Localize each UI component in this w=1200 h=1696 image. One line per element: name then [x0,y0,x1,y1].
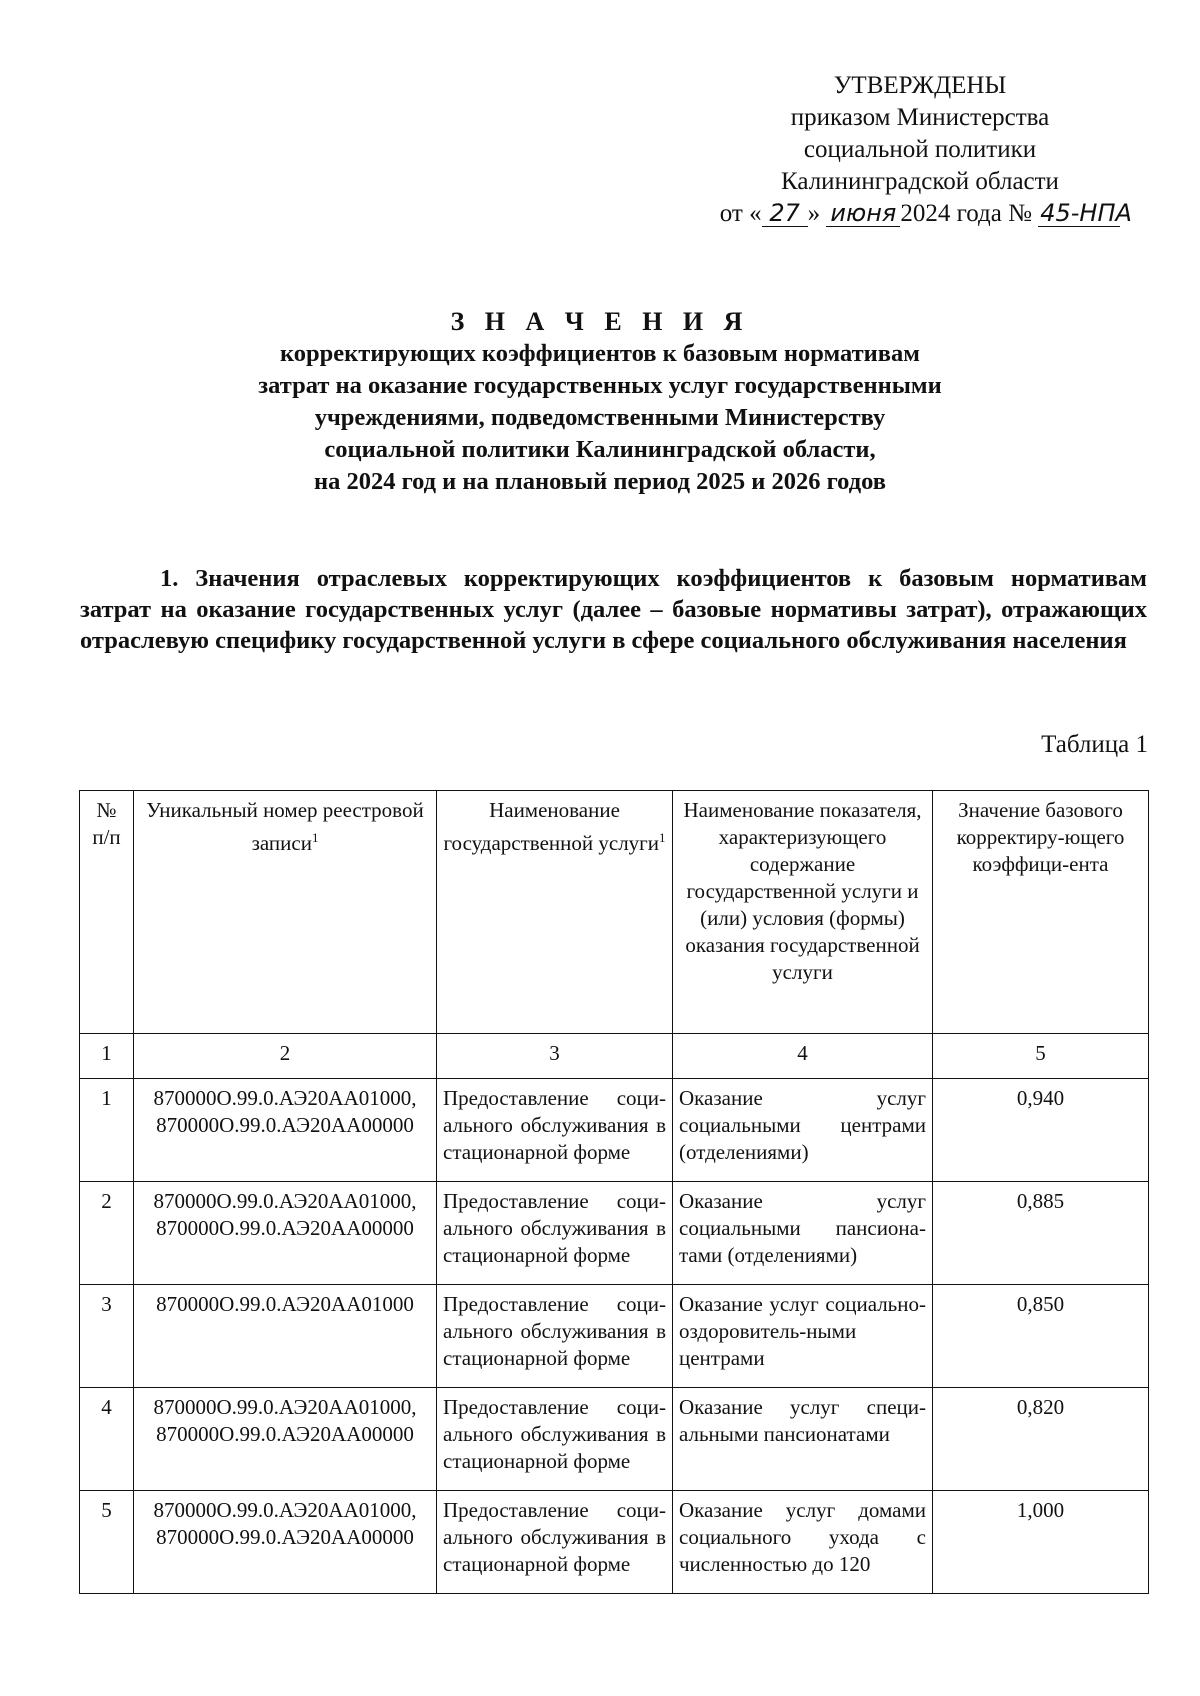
handwritten-day: 27 [762,200,808,227]
indicator-name: Оказание услуг социальными пансиона-тами (отделениями) [673,1182,933,1285]
header-registry-text: Уникальный номер реестровой записи [146,798,424,855]
indicator-name: Оказание услуг домами социального ухода с численностью до 120 [673,1491,933,1594]
approval-status: УТВЕРЖДЕНЫ [833,72,1007,99]
header-service [437,791,673,1034]
coefficient-value: 0,885 [933,1182,1149,1285]
approval-line-ministry: социальной политики [803,136,1037,163]
indicator-name: Оказание услуг социальными центрами (отделениями) [673,1079,933,1182]
registry-code: 870000О.99.0.АЭ20АА01000 [134,1285,437,1388]
registry-code: 870000О.99.0.АЭ20АА01000, 870000О.99.0.АЭ20АА00000 [134,1079,437,1182]
table-row [80,1182,1149,1285]
handwritten-order-number: 45-НПА [1040,199,1132,227]
handwritten-month: июня [826,200,900,227]
row-number: 4 [80,1388,134,1491]
indicator-name: Оказание услуг социально-оздоровитель-ными центрами [673,1285,933,1388]
table-row [80,1285,1149,1388]
approval-date-line [690,198,1150,230]
date-day-close: » [807,200,821,227]
registry-code: 870000О.99.0.АЭ20АА01000, 870000О.99.0.АЭ20АА00000 [134,1491,437,1594]
title-line-2: затрат на оказание государственных услуг государственными [258,372,942,399]
indicator-name: Оказание услуг специ-альными пансионатами [673,1388,933,1491]
row-number: 2 [80,1182,134,1285]
header-registry [134,791,437,1034]
header-indicator: Наименование показателя, характеризующего содержание государственной услуги и (или) условия (формы) оказания государственной услуги [673,791,933,1034]
coefficients-table [79,790,1149,1594]
approval-line-region: Калининградской области [781,168,1059,195]
coefficient-value: 0,820 [933,1388,1149,1491]
registry-code: 870000О.99.0.АЭ20АА01000, 870000О.99.0.АЭ20АА00000 [134,1388,437,1491]
date-prefix: от « [719,200,762,227]
title-line-4: социальной политики Калининградской области, [324,436,876,463]
column-number: 3 [437,1034,673,1079]
table-row [80,1491,1149,1594]
service-name: Предоставление соци-ального обслуживания в стационарной форме [437,1388,673,1491]
service-name: Предоставление соци-ального обслуживания в стационарной форме [437,1285,673,1388]
service-name: Предоставление соци-ального обслуживания в стационарной форме [437,1491,673,1594]
coefficient-value: 0,850 [933,1285,1149,1388]
row-number: 5 [80,1491,134,1594]
coefficient-value: 0,940 [933,1079,1149,1182]
column-number: 5 [933,1034,1149,1079]
title-line-1: корректирующих коэффициентов к базовым нормативам [280,340,920,367]
column-number: 4 [673,1034,933,1079]
section-1-heading: 1. Значения отраслевых корректирующих коэффициентов к базовым нормативам затрат на оказание государственных услуг (далее – базовые нормативы затрат), отражающих отраслевую специфику государственной услуги в сфере социального обслуживания населения [80,565,1147,654]
registry-code: 870000О.99.0.АЭ20АА01000, 870000О.99.0.АЭ20АА00000 [134,1182,437,1285]
header-value: Значение базового корректиру-ющего коэффици-ента [933,791,1149,1034]
header-registry-footnote: 1 [311,830,319,845]
title-heading: З Н А Ч Е Н И Я [450,307,750,336]
header-service-footnote: 1 [659,830,666,845]
approval-line-order: приказом Министерства [790,104,1050,131]
service-name: Предоставление соци-ального обслуживания в стационарной форме [437,1182,673,1285]
header-number: № п/п [80,791,134,1034]
approval-block [690,70,1150,230]
service-name: Предоставление соци-ального обслуживания в стационарной форме [437,1079,673,1182]
row-number: 3 [80,1285,134,1388]
column-number: 1 [80,1034,134,1079]
document-title [130,306,1070,498]
table-header-row [80,791,1149,1034]
title-line-5: на 2024 год и на плановый период 2025 и 2026 годов [313,468,886,495]
table-label: Таблица 1 [1041,731,1148,758]
header-service-text: Наименование государственной услуги [443,798,660,855]
date-year: 2024 года № [900,200,1032,227]
row-number: 1 [80,1079,134,1182]
coefficient-value: 1,000 [933,1491,1149,1594]
title-line-3: учреждениями, подведомственными Министерству [314,404,886,431]
column-number: 2 [134,1034,437,1079]
table-row [80,1388,1149,1491]
table-row [80,1079,1149,1182]
column-number-row [80,1034,1149,1079]
